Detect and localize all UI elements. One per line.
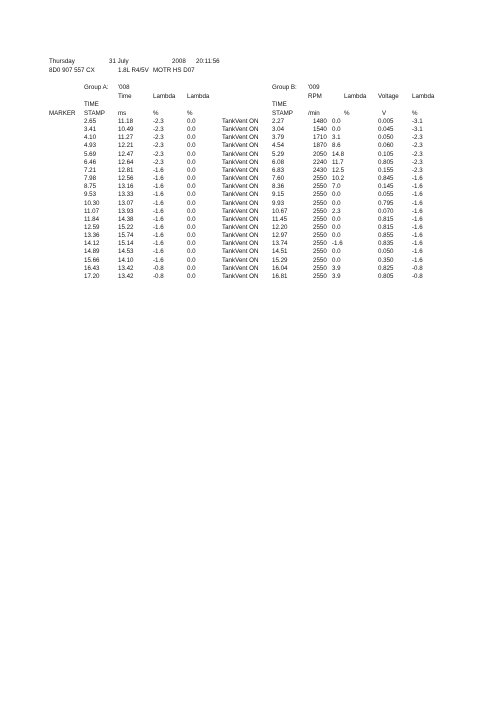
cell-b-rpm: 2550 (313, 256, 327, 264)
cell-a-time: 12.56 (118, 175, 134, 183)
cell-b-lambda2: -2.3 (412, 150, 423, 158)
group-a-label: Group A: (84, 84, 109, 91)
cell-a-lambda2: 0.0 (187, 272, 196, 280)
group-a-col-timestamp2: STAMP (84, 110, 105, 117)
table-row (0, 233, 500, 240)
group-a-col-unit-pct2: % (187, 110, 193, 117)
cell-b-rpm: 2240 (313, 158, 327, 166)
cell-a-timestamp: 6.46 (84, 158, 97, 166)
cell-tankvent: TankVent ON (222, 191, 259, 199)
table-row (0, 192, 500, 199)
cell-b-rpm: 2550 (313, 272, 327, 280)
cell-b-voltage: 0.805 (378, 272, 394, 280)
cell-b-timestamp: 12.20 (272, 223, 288, 231)
cell-tankvent: TankVent ON (222, 215, 259, 223)
cell-b-voltage: 0.815 (378, 215, 394, 223)
header-date: 31 July (109, 58, 129, 65)
cell-a-timestamp: 13.36 (84, 232, 100, 240)
cell-b-lambda2: -2.3 (412, 142, 423, 150)
cell-b-rpm: 1480 (313, 118, 327, 125)
table-row (0, 225, 500, 232)
cell-tankvent: TankVent ON (222, 126, 259, 134)
cell-b-lambda2: -2.3 (412, 158, 423, 166)
cell-b-lambda1: 11.7 (332, 158, 344, 166)
cell-a-lambda1: -1.6 (153, 232, 164, 240)
cell-b-timestamp: 6.83 (272, 166, 285, 174)
cell-b-rpm: 2550 (313, 223, 327, 231)
cell-a-lambda1: -1.6 (153, 199, 164, 207)
cell-a-lambda2: 0.0 (187, 256, 196, 264)
cell-a-lambda2: 0.0 (187, 264, 196, 272)
table-row (0, 266, 500, 273)
cell-b-lambda2: -2.3 (412, 166, 423, 174)
cell-b-lambda2: -1.6 (412, 256, 423, 264)
cell-b-lambda1: 0.0 (332, 191, 341, 199)
cell-a-time: 11.27 (118, 134, 134, 142)
cell-b-lambda2: -1.6 (412, 240, 423, 248)
cell-tankvent: TankVent ON (222, 248, 259, 256)
cell-a-timestamp: 9.53 (84, 191, 97, 199)
cell-b-timestamp: 3.04 (272, 126, 285, 134)
header-code: MOTR HS D07 (153, 67, 195, 74)
group-a-col-lambda2: Lambda (187, 93, 210, 100)
cell-b-rpm: 2550 (313, 240, 327, 248)
table-row (0, 168, 500, 175)
cell-tankvent: TankVent ON (222, 175, 259, 183)
cell-a-timestamp: 12.59 (84, 223, 100, 231)
cell-b-timestamp: 9.93 (272, 199, 285, 207)
cell-a-timestamp: 7.98 (84, 175, 97, 183)
cell-a-time: 13.16 (118, 183, 134, 191)
cell-b-voltage: 0.045 (378, 126, 394, 134)
cell-a-lambda2: 0.0 (187, 232, 196, 240)
cell-a-time: 12.64 (118, 158, 134, 166)
cell-a-lambda1: -1.6 (153, 223, 164, 231)
group-a-col-time: Time (118, 93, 132, 100)
group-b-col-rpm: RPM (308, 93, 322, 100)
group-b-col-timestamp2: STAMP (272, 110, 293, 117)
cell-b-timestamp: 10.67 (272, 207, 288, 215)
cell-a-lambda2: 0.0 (187, 142, 196, 150)
cell-a-lambda1: -2.3 (153, 150, 164, 158)
cell-a-timestamp: 11.07 (84, 207, 100, 215)
cell-a-lambda2: 0.0 (187, 118, 196, 125)
cell-a-lambda1: -0.8 (153, 264, 164, 272)
cell-b-timestamp: 3.79 (272, 134, 285, 142)
table-row (0, 249, 500, 256)
cell-b-rpm: 2550 (313, 183, 327, 191)
group-b-col-unit-v: V (382, 110, 387, 117)
cell-a-time: 13.42 (118, 264, 134, 272)
cell-tankvent: TankVent ON (222, 240, 259, 248)
cell-b-rpm: 2550 (313, 199, 327, 207)
cell-a-time: 15.74 (118, 232, 134, 240)
cell-a-timestamp: 4.93 (84, 142, 97, 150)
cell-tankvent: TankVent ON (222, 199, 259, 207)
cell-b-lambda2: -1.6 (412, 215, 423, 223)
cell-a-time: 13.33 (118, 191, 134, 199)
cell-b-timestamp: 9.15 (272, 191, 285, 199)
marker-header: MARKER (49, 110, 76, 117)
cell-b-rpm: 2050 (313, 150, 327, 158)
cell-b-lambda2: -0.8 (412, 264, 423, 272)
cell-b-voltage: 0.070 (378, 207, 394, 215)
cell-a-lambda1: -2.3 (153, 118, 164, 125)
cell-b-voltage: 0.350 (378, 256, 394, 264)
group-b-col-lambda1: Lambda (344, 93, 367, 100)
cell-b-lambda2: -0.8 (412, 272, 423, 280)
cell-b-lambda1: 2.3 (332, 207, 341, 215)
cell-tankvent: TankVent ON (222, 142, 259, 150)
cell-a-lambda2: 0.0 (187, 175, 196, 183)
cell-b-lambda2: -1.6 (412, 183, 423, 191)
cell-tankvent: TankVent ON (222, 166, 259, 174)
cell-tankvent: TankVent ON (222, 264, 259, 272)
cell-a-timestamp: 10.30 (84, 199, 100, 207)
cell-b-lambda1: 0.0 (332, 118, 341, 125)
cell-a-lambda1: -1.6 (153, 215, 164, 223)
cell-b-lambda2: -2.3 (412, 134, 423, 142)
cell-a-lambda1: -1.6 (153, 191, 164, 199)
group-b-col-unit-rpm: /min (308, 110, 320, 117)
cell-tankvent: TankVent ON (222, 134, 259, 142)
cell-b-timestamp: 7.60 (272, 175, 285, 183)
cell-a-time: 11.18 (118, 118, 134, 125)
cell-b-voltage: 0.055 (378, 191, 394, 199)
cell-tankvent: TankVent ON (222, 256, 259, 264)
cell-b-lambda1: 7.0 (332, 183, 341, 191)
cell-a-lambda2: 0.0 (187, 183, 196, 191)
cell-a-lambda2: 0.0 (187, 207, 196, 215)
table-row (0, 127, 500, 134)
cell-a-lambda1: -1.6 (153, 240, 164, 248)
cell-a-timestamp: 7.21 (84, 166, 97, 174)
table-row (0, 274, 500, 281)
table-row (0, 217, 500, 224)
cell-b-lambda1: 12.5 (332, 166, 345, 174)
cell-b-lambda2: -1.6 (412, 191, 423, 199)
cell-a-time: 13.42 (118, 272, 134, 280)
cell-b-rpm: 1710 (313, 134, 327, 142)
cell-a-lambda2: 0.0 (187, 150, 196, 158)
cell-b-rpm: 2550 (313, 215, 327, 223)
cell-b-timestamp: 16.04 (272, 264, 288, 272)
cell-a-time: 12.47 (118, 150, 134, 158)
cell-a-time: 14.10 (118, 256, 134, 264)
cell-a-time: 15.22 (118, 223, 134, 231)
cell-b-timestamp: 11.45 (272, 215, 288, 223)
cell-b-lambda2: -1.6 (412, 223, 423, 231)
cell-b-timestamp: 13.74 (272, 240, 288, 248)
cell-b-timestamp: 4.54 (272, 142, 285, 150)
cell-a-time: 12.21 (118, 142, 134, 150)
cell-a-time: 10.49 (118, 126, 134, 134)
group-b-col-lambda2: Lambda (412, 93, 435, 100)
cell-b-lambda1: 3.1 (332, 134, 341, 142)
group-b-label: Group B: (272, 84, 297, 91)
cell-a-time: 13.07 (118, 199, 134, 207)
cell-a-lambda1: -1.6 (153, 256, 164, 264)
cell-b-lambda2: -1.6 (412, 232, 423, 240)
cell-a-lambda1: -2.3 (153, 142, 164, 150)
cell-b-timestamp: 15.29 (272, 256, 288, 264)
cell-tankvent: TankVent ON (222, 272, 259, 280)
cell-b-voltage: 0.855 (378, 232, 394, 240)
table-row (0, 209, 500, 216)
cell-b-rpm: 2430 (313, 166, 327, 174)
group-b-col-timestamp1: TIME (272, 101, 287, 108)
cell-b-lambda1: 14.8 (332, 150, 345, 158)
cell-a-lambda1: -1.6 (153, 248, 164, 256)
group-b-col-voltage: Voltage (378, 93, 399, 100)
cell-tankvent: TankVent ON (222, 223, 259, 231)
cell-a-timestamp: 11.84 (84, 215, 100, 223)
cell-b-lambda1: 8.6 (332, 142, 341, 150)
group-a-col-lambda1: Lambda (153, 93, 176, 100)
cell-b-lambda1: 0.0 (332, 223, 341, 231)
cell-b-lambda2: -3.1 (412, 118, 423, 125)
cell-a-timestamp: 14.12 (84, 240, 100, 248)
cell-b-voltage: 0.845 (378, 175, 394, 183)
group-a-col-unit-ms: ms (118, 110, 127, 117)
cell-tankvent: TankVent ON (222, 207, 259, 215)
group-a-id: '008 (118, 84, 130, 91)
group-b-col-unit-pct1: % (344, 110, 350, 117)
table-row (0, 135, 500, 142)
cell-a-lambda2: 0.0 (187, 240, 196, 248)
cell-a-lambda1: -0.8 (153, 272, 164, 280)
cell-b-voltage: 0.795 (378, 199, 394, 207)
cell-a-lambda1: -1.6 (153, 175, 164, 183)
cell-b-voltage: 0.815 (378, 223, 394, 231)
header-day: Thursday (49, 58, 75, 65)
cell-b-rpm: 2550 (313, 175, 327, 183)
cell-b-rpm: 1870 (313, 142, 327, 150)
cell-b-lambda1: 0.0 (332, 256, 341, 264)
cell-b-timestamp: 14.51 (272, 248, 288, 256)
cell-b-lambda2: -1.6 (412, 175, 423, 183)
cell-b-lambda2: -1.6 (412, 207, 423, 215)
cell-b-voltage: 0.155 (378, 166, 394, 174)
table-row (0, 176, 500, 183)
cell-b-timestamp: 8.36 (272, 183, 285, 191)
cell-b-lambda2: -1.6 (412, 199, 423, 207)
cell-a-timestamp: 14.89 (84, 248, 100, 256)
cell-b-rpm: 2550 (313, 232, 327, 240)
cell-b-lambda1: 10.2 (332, 175, 345, 183)
cell-tankvent: TankVent ON (222, 150, 259, 158)
cell-b-timestamp: 12.97 (272, 232, 288, 240)
cell-b-lambda1: 0.0 (332, 126, 341, 134)
cell-b-rpm: 2550 (313, 264, 327, 272)
cell-b-voltage: 0.050 (378, 134, 394, 142)
cell-a-lambda2: 0.0 (187, 191, 196, 199)
cell-b-voltage: 0.145 (378, 183, 394, 191)
cell-a-timestamp: 5.69 (84, 150, 97, 158)
cell-a-lambda2: 0.0 (187, 158, 196, 166)
cell-a-timestamp: 17.20 (84, 272, 100, 280)
cell-b-voltage: 0.805 (378, 158, 394, 166)
cell-a-lambda1: -1.6 (153, 183, 164, 191)
cell-b-rpm: 2550 (313, 248, 327, 256)
group-a-col-unit-pct1: % (153, 110, 159, 117)
cell-a-timestamp: 4.10 (84, 134, 97, 142)
table-row (0, 201, 500, 208)
cell-a-timestamp: 2.65 (84, 118, 97, 125)
cell-a-time: 12.81 (118, 166, 134, 174)
cell-a-lambda2: 0.0 (187, 215, 196, 223)
table-row (0, 258, 500, 265)
table-row (0, 143, 500, 150)
cell-b-lambda1: 3.9 (332, 264, 341, 272)
cell-b-timestamp: 5.29 (272, 150, 285, 158)
cell-b-voltage: 0.105 (378, 150, 394, 158)
cell-a-time: 14.38 (118, 215, 134, 223)
header-year: 2008 (172, 58, 186, 65)
header-part-number: 8D0 907 557 CX (49, 67, 95, 74)
cell-b-lambda1: 3.9 (332, 272, 341, 280)
cell-a-lambda2: 0.0 (187, 223, 196, 231)
table-row (0, 241, 500, 248)
cell-a-lambda2: 0.0 (187, 126, 196, 134)
cell-a-lambda1: -2.3 (153, 158, 164, 166)
group-b-id: '009 (308, 84, 320, 91)
cell-b-voltage: 0.835 (378, 240, 394, 248)
cell-tankvent: TankVent ON (222, 183, 259, 191)
cell-b-rpm: 1540 (313, 126, 327, 134)
cell-a-time: 13.93 (118, 207, 134, 215)
cell-a-lambda1: -2.3 (153, 126, 164, 134)
cell-b-rpm: 2550 (313, 191, 327, 199)
table-row (0, 119, 500, 126)
cell-a-lambda1: -1.6 (153, 166, 164, 174)
cell-b-voltage: 0.060 (378, 142, 394, 150)
cell-a-lambda2: 0.0 (187, 248, 196, 256)
cell-b-timestamp: 16.81 (272, 272, 288, 280)
header-engine: 1.8L R4/5V (118, 67, 149, 74)
cell-a-time: 14.53 (118, 248, 134, 256)
cell-a-lambda2: 0.0 (187, 199, 196, 207)
cell-b-lambda1: 0.0 (332, 215, 341, 223)
cell-a-lambda1: -1.6 (153, 207, 164, 215)
cell-b-lambda2: -1.6 (412, 248, 423, 256)
cell-tankvent: TankVent ON (222, 232, 259, 240)
cell-a-lambda2: 0.0 (187, 166, 196, 174)
cell-a-lambda1: -2.3 (153, 134, 164, 142)
cell-a-timestamp: 16.43 (84, 264, 100, 272)
cell-b-timestamp: 2.27 (272, 118, 285, 125)
cell-a-time: 15.14 (118, 240, 134, 248)
cell-b-timestamp: 6.08 (272, 158, 285, 166)
cell-a-timestamp: 15.66 (84, 256, 100, 264)
cell-b-lambda1: 0.0 (332, 248, 341, 256)
header-time: 20:11:56 (196, 58, 220, 65)
cell-tankvent: TankVent ON (222, 118, 259, 125)
cell-a-timestamp: 8.75 (84, 183, 97, 191)
cell-b-lambda2: -3.1 (412, 126, 423, 134)
cell-b-voltage: 0.050 (378, 248, 394, 256)
cell-tankvent: TankVent ON (222, 158, 259, 166)
group-b-col-unit-pct2: % (412, 110, 418, 117)
cell-b-voltage: 0.005 (378, 118, 394, 125)
cell-b-rpm: 2550 (313, 207, 327, 215)
table-row (0, 160, 500, 167)
cell-a-lambda2: 0.0 (187, 134, 196, 142)
cell-b-lambda1: 0.0 (332, 232, 341, 240)
cell-a-timestamp: 3.41 (84, 126, 97, 134)
table-row (0, 184, 500, 191)
cell-b-lambda1: -1.6 (332, 240, 343, 248)
table-row (0, 152, 500, 159)
cell-b-lambda1: 0.0 (332, 199, 341, 207)
group-a-col-timestamp1: TIME (84, 101, 99, 108)
cell-b-voltage: 0.825 (378, 264, 394, 272)
